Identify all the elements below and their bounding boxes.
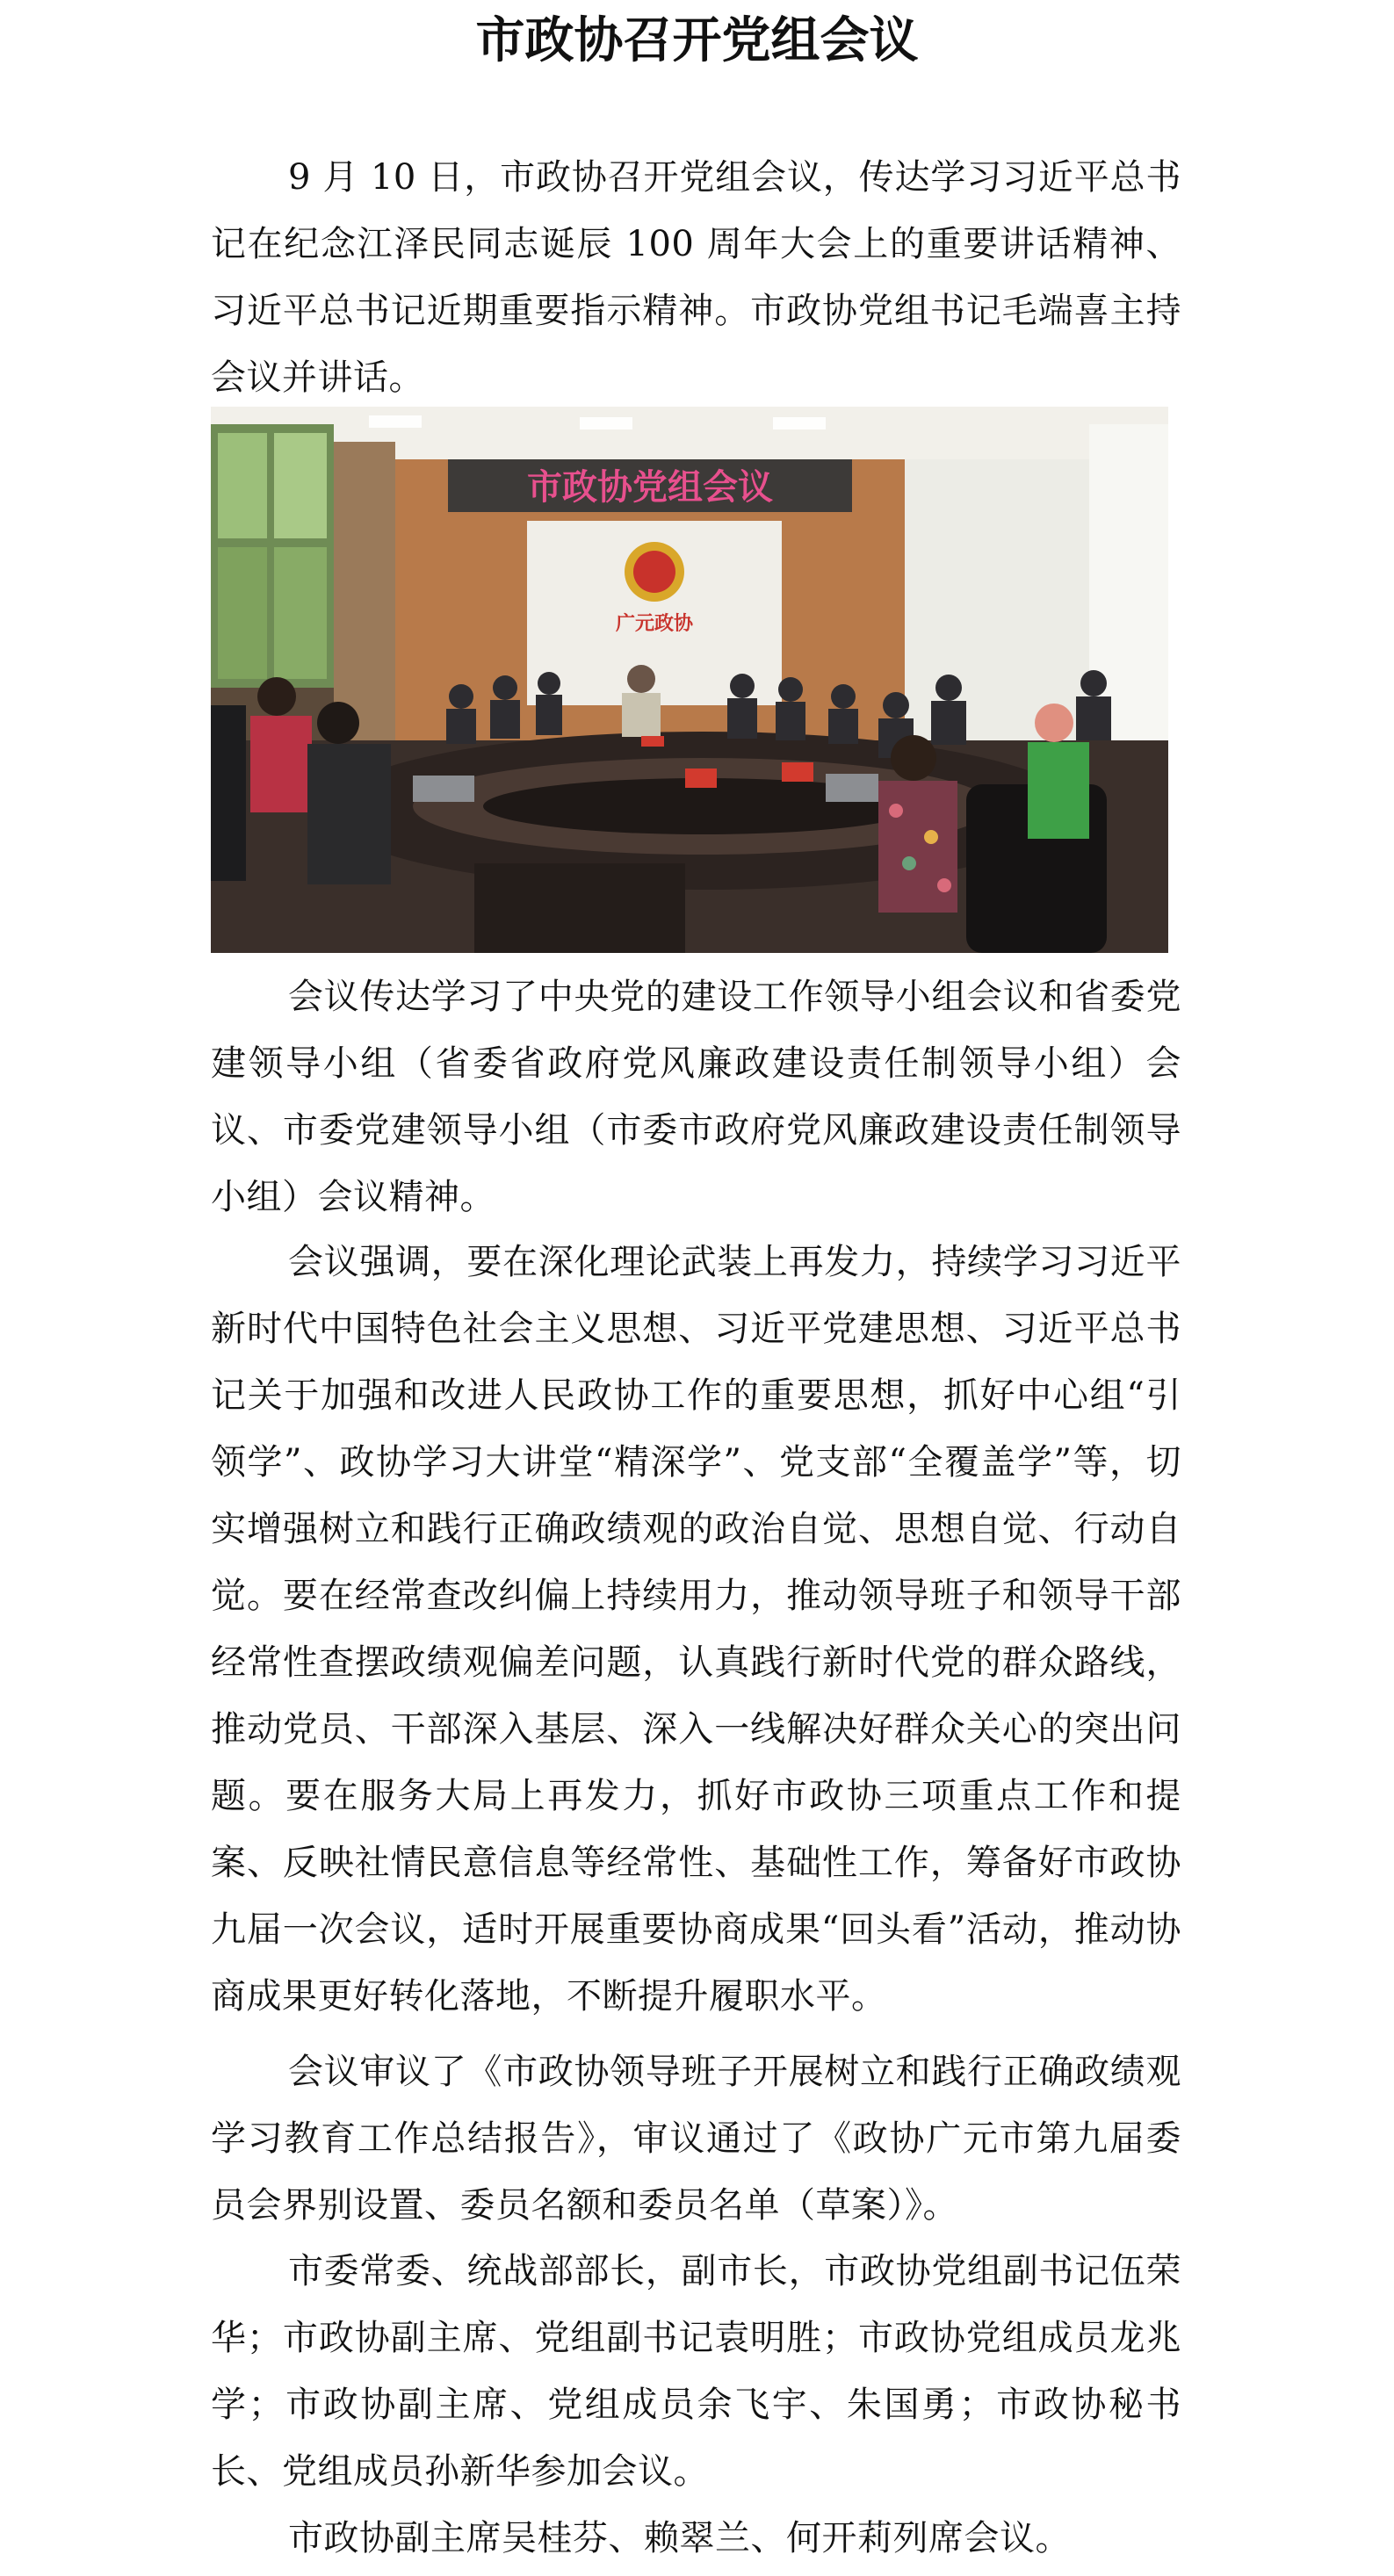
paragraph-6: 市政协副主席吴桂芬、赖翠兰、何开莉列席会议。 [288,2518,1071,2558]
paragraph-3: 会议强调，要在深化理论武装上再发力，持续学习习近平新时代中国特色社会主义思想、习近平党建思想、习近平总书记关于加强和改进人民政协工作的重要思想，抓好中心组“引领学”、政协学习大讲堂“精深学”、党支部“全覆盖学”等，切实增强树立和践行正确政绩观的政治自觉、思想自觉、行动自觉。要在经常查改纠偏上持续用力，推动领导班子和领导干部经常性查摆政绩观偏差问题，认真践行新时代党的群众路线，推动党员、干部深入基层、深入一线解决好群众关心的突出问题。要在服务大局上再发力，抓好市政协三项重点工作和提案、反映社情民意信息等经常性、基础性工作，筹备好市政协九届一次会议，适时开展重要协商成果“回头看”活动，推动协商成果更好转化落地，不断提升履职水平。 [211,1242,1181,2017]
photo-wall-sign: 广元政协 [615,612,694,635]
paragraph-4: 会议审议了《市政协领导班子开展树立和践行正确政绩观学习教育工作总结报告》，审议通过了《政协广元市第九届委员会界别设置、委员名额和委员名单（草案）》。 [211,2052,1181,2226]
paragraph-2: 会议传达学习了中央党的建设工作领导小组会议和省委党建领导小组（省委省政府党风廉政建设责任制领导小组）会议、市委党建领导小组（市委市政府党风廉政建设责任制领导小组）会议精神。 [211,977,1181,1217]
article-title: 市政协召开党组会议 [475,11,919,69]
paragraph-5: 市委常委、统战部部长，副市长，市政协党组副书记伍荣华；市政协副主席、党组副书记袁明胜；市政协党组成员龙兆学；市政协副主席、党组成员余飞宇、朱国勇；市政协秘书长、党组成员孙新华参加会议。 [211,2251,1181,2492]
photo-banner-text: 市政协党组会议 [527,466,773,508]
meeting-photo [211,407,1168,953]
paragraph-1: 9 月 10 日，市政协召开党组会议，传达学习习近平总书记在纪念江泽民同志诞辰 100 周年大会上的重要讲话精神、习近平总书记近期重要指示精神。市政协党组书记毛端喜主持会议并讲话。 [211,157,1181,398]
